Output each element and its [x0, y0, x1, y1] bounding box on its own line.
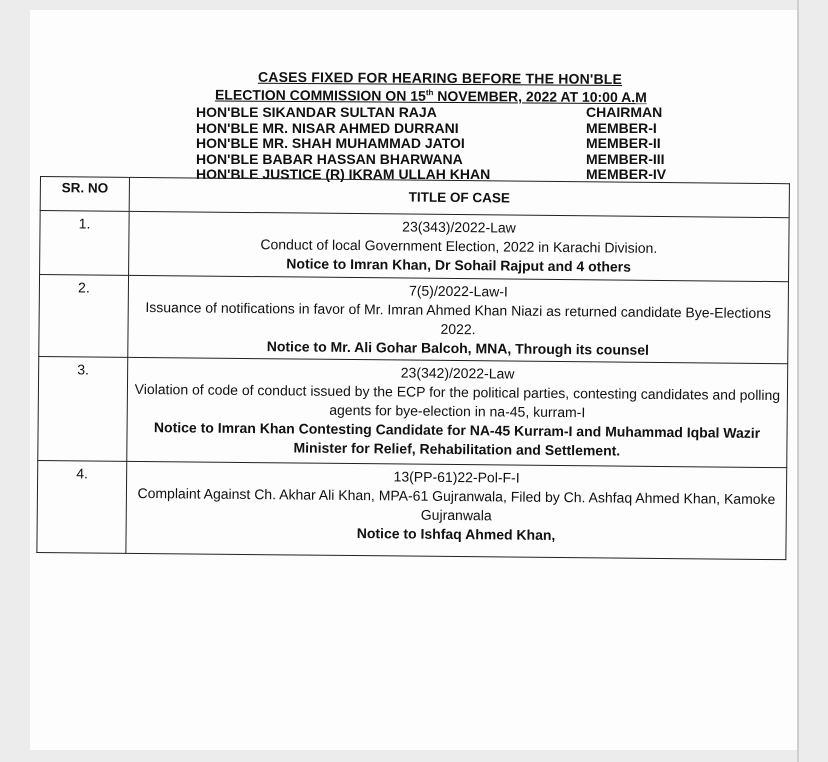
cases-table [36, 176, 790, 560]
case-notice: Notice to Imran Khan, Dr Sohail Rajput and 4 others [286, 255, 632, 275]
case-sr-no: 3. [38, 356, 128, 461]
page-edge [797, 0, 799, 762]
case-number: 23(343)/2022-Law [402, 218, 516, 236]
bench-member-role: MEMBER-III [586, 150, 665, 167]
heading-line-2 [215, 87, 695, 106]
case-title-cell [127, 357, 788, 467]
case-number: 7(5)/2022-Law-I [408, 282, 508, 300]
bench-member-role: CHAIRMAN [586, 104, 663, 120]
case-description: Violation of code of conduct issued by the ECP for the political parties, contesting candidates and polling agents for bye-election in na-45, kurram-I [134, 380, 781, 421]
column-header-title: TITLE OF CASE [129, 177, 789, 217]
bench-member-role: MEMBER-I [586, 119, 657, 136]
bench-member-name: HON'BLE MR. NISAR AHMED DURRANI [196, 119, 459, 136]
bench-member-name: HON'BLE JUSTICE (R) IKRAM ULLAH KHAN [196, 166, 491, 182]
case-title-cell [129, 211, 790, 281]
table-row [40, 211, 790, 282]
case-notice: Notice to Ishfaq Ahmed Khan, [356, 525, 556, 543]
case-sr-no: 1. [40, 211, 130, 276]
bench-member-name: HON'BLE SIKANDAR SULTAN RAJA [196, 104, 437, 120]
bench-member-name: HON'BLE BABAR HASSAN BHARWANA [196, 150, 463, 167]
case-notice: Notice to Imran Khan Contesting Candidate for NA-45 Kurram-I and Muhammad Iqbal Wazir Minister for Relief, Rehabilitation and Settlement. [153, 419, 761, 459]
bench-member [196, 152, 686, 168]
heading-line-1: CASES FIXED FOR HEARING BEFORE THE HON'BLE [257, 68, 623, 88]
bench-member-name: HON'BLE MR. SHAH MUHAMMAD JATOI [196, 135, 465, 151]
case-sr-no: 4. [37, 460, 127, 553]
case-title-cell [128, 275, 789, 363]
case-description: Complaint Against Ch. Akhar Ali Khan, MPA-61 Gujranwala, Filed by Ch. Ashfaq Ahmed Khan, Kamoke Gujranwala [137, 484, 776, 524]
column-header-sr-no: SR. NO [40, 177, 129, 212]
case-number: 13(PP-61)22-Pol-F-I [393, 468, 520, 486]
case-title-cell [126, 461, 787, 559]
case-description: Conduct of local Government Election, 2022 in Karachi Division. [260, 236, 658, 256]
table-row [37, 460, 787, 559]
heading-date-text: ELECTION COMMISSION ON 15 [214, 86, 426, 104]
table-row [39, 275, 789, 364]
heading-time-text: NOVEMBER, 2022 AT 10:00 A.M [433, 87, 647, 106]
bench-member [196, 136, 686, 152]
bench-member [196, 121, 686, 137]
bench-member-role: MEMBER-IV [586, 166, 667, 182]
case-description: Issuance of notifications in favor of Mr. Imran Ahmed Khan Niazi as returned candidate Bye-Elections 2022. [145, 299, 772, 338]
bench-member-role: MEMBER-II [586, 135, 661, 151]
table-row [38, 356, 788, 467]
heading-date-suffix: th [425, 88, 434, 98]
case-number: 23(342)/2022-Law [400, 364, 515, 382]
case-sr-no: 2. [39, 275, 129, 358]
case-notice: Notice to Mr. Ali Gohar Balcoh, MNA, Through its counsel [266, 338, 650, 358]
bench-member [196, 105, 686, 121]
bench-list [196, 105, 686, 183]
